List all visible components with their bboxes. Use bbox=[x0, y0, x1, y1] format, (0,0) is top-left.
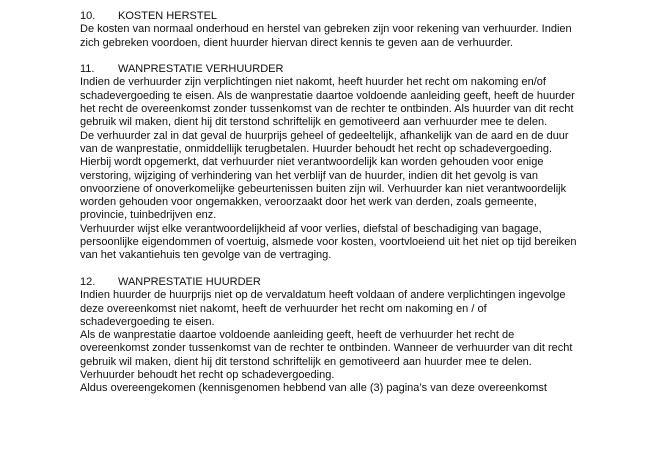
text-line: gebruik wil maken, dient hij dit terstond schriftelijk en gemotiveerd aan verhuurder mee te delen. bbox=[80, 116, 548, 129]
text-line: Aldus overeengekomen (kennisgenomen hebbend van alle (3) pagina’s van deze overeenkomst bbox=[80, 382, 547, 395]
text-line: Als de wanprestatie daartoe voldoende aanleiding geeft, heeft de verhuurder het recht de bbox=[80, 329, 515, 342]
text-line: Verhuurder wijst elke verantwoordelijkheid af voor verlies, diefstal of beschadiging van bagage, bbox=[80, 222, 542, 235]
section-10 bbox=[80, 10, 670, 50]
text-line: persoonlijke eigendommen of voertuig, alsmede voor kosten, voortvloeiend uit het niet op tijd bereiken bbox=[80, 236, 577, 249]
section-heading bbox=[80, 276, 670, 289]
text-line: provincie, tuinbedrijven enz. bbox=[80, 209, 217, 222]
section-number: 11. bbox=[80, 63, 95, 76]
section-number: 10. bbox=[80, 10, 96, 22]
text-line: overeenkomst zonder tussenkomst van de rechter te ontbinden. Wanneer de verhuurder van dit recht bbox=[80, 342, 573, 355]
section-heading bbox=[80, 63, 670, 76]
text-line: zich gebreken voordoen, dient huurder hiervan direct kennis te geven aan de verhuurder. bbox=[80, 36, 513, 49]
text-line: van het vakantiehuis ten gevolge van de vertraging. bbox=[80, 249, 332, 262]
text-line: Verhuurder behoudt het recht op schadevergoeding. bbox=[80, 369, 335, 382]
text-line: schadevergoeding te eisen. bbox=[80, 315, 215, 328]
text-line: Hierbij wordt opgemerkt, dat verhuurder niet verantwoordelijk kan worden gehouden voor enige bbox=[80, 156, 544, 169]
text-line: De kosten van normaal onderhoud en herstel van gebreken zijn voor rekening van verhuurder. Indien bbox=[80, 23, 572, 36]
text-line: Indien de verhuurder zijn verplichtingen niet nakomt, heeft huurder het recht om nakoming en/of bbox=[80, 76, 546, 89]
section-11 bbox=[80, 63, 670, 262]
text-line: De verhuurder zal in dat geval de huurprijs geheel of gedeeltelijk, afhankelijk van de aard en de duur bbox=[80, 129, 569, 142]
text-line: het recht de overeenkomst zonder tussenkomst van de rechter te ontbinden. Als huurder van dit recht bbox=[80, 103, 574, 116]
section-title: WANPRESTATIE VERHUURDER bbox=[118, 63, 284, 76]
section-number: 12. bbox=[80, 275, 96, 288]
text-line: van de wanprestatie, onmiddellijk terugbetalen. Huurder behoudt het recht op schadevergoeding. bbox=[80, 142, 553, 155]
text-line: worden gehouden voor ongemakken, veroorzaakt door het werk van derden, zoals gemeente, bbox=[80, 196, 537, 209]
text-line: schadevergoeding te eisen. Als de wanprestatie daartoe voldoende aanleiding geeft, heeft de huurder bbox=[80, 89, 575, 102]
text-line: deze overeenkomst niet nakomt, heeft de verhuurder het recht om nakoming en / of bbox=[80, 302, 487, 315]
section-12 bbox=[80, 276, 670, 396]
text-line: Indien huurder de huurprijs niet op de vervaldatum heeft voldaan of andere verplichtingen ingevolge bbox=[80, 289, 566, 302]
section-title: KOSTEN HERSTEL bbox=[118, 10, 218, 22]
text-line: onvoorziene of onoverkomelijke gebeurtenissen buiten zijn wil. Verhuurder kan niet verantwoordelijk bbox=[80, 182, 567, 195]
text-line: gebruik wil maken, dient hij dit terstond schriftelijk en gemotiveerd aan huurder mee te delen. bbox=[80, 355, 532, 368]
section-heading bbox=[80, 10, 670, 23]
section-title: WANPRESTATIE HUURDER bbox=[118, 275, 261, 288]
text-line: verstoring, wijziging of verhindering van het verblijf van de huurder, indien dit het gevolg is van bbox=[80, 169, 538, 182]
